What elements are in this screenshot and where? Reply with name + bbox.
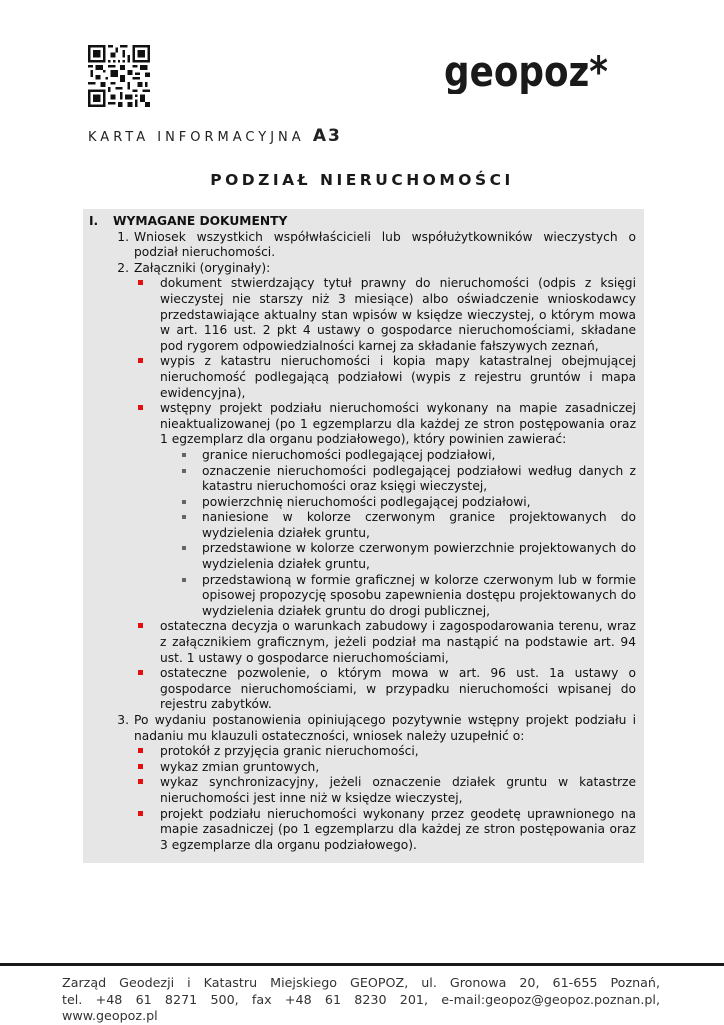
sub-bullet-item bbox=[180, 495, 636, 511]
bullet-body bbox=[160, 401, 636, 619]
bullet-body bbox=[160, 807, 636, 854]
red-square-bullet-icon bbox=[134, 775, 160, 806]
section-number: I. bbox=[89, 214, 99, 228]
bullet-text: wypis z katastru nieruchomości i kopia mapy katastralnej obejmującej nieruchomość podlegającą podziałowi (wypis z rejestru gruntów i mapa ewidencyjna), bbox=[160, 354, 636, 400]
bullet-text: ostateczne pozwolenie, o którym mowa w art. 96 ust. 1a ustawy o gospodarce nieruchomościami, w przypadku nieruchomości wpisanej do rejestru zabytków. bbox=[160, 666, 636, 712]
footer bbox=[62, 975, 660, 1025]
list-item-number: 1. bbox=[117, 229, 129, 244]
sub-bullet-text: przedstawioną w formie graficznej w kolorze czerwonym lub w formie opisowej propozycję sposobu zapewnienia dostępu projektowanych do wydzielenia działek gruntu do drogi publicznej, bbox=[202, 572, 636, 618]
bullet-body bbox=[160, 744, 636, 760]
bullet-body bbox=[160, 666, 636, 713]
sub-bullet-item bbox=[180, 448, 636, 464]
bullet-text: wykaz zmian gruntowych, bbox=[160, 759, 320, 774]
requirements-panel bbox=[83, 209, 644, 863]
card-label bbox=[88, 126, 342, 146]
geopoz-logo bbox=[444, 38, 644, 94]
footer-divider bbox=[0, 963, 724, 966]
red-bullet-item bbox=[134, 354, 636, 401]
sub-bullet-text: przedstawione w kolorze czerwonym powierzchnie projektowanych do wydzielenia działek gruntu, bbox=[202, 541, 636, 572]
footer-address: Zarząd Geodezji i Katastru Miejskiego GEOPOZ, ul. Gronowa 20, 61-655 Poznań, bbox=[62, 975, 660, 990]
bullet-body bbox=[160, 760, 636, 776]
red-square-bullet-icon bbox=[134, 401, 160, 619]
red-square-bullet-icon bbox=[134, 807, 160, 854]
document-list bbox=[89, 230, 636, 854]
list-item-body bbox=[134, 261, 636, 713]
red-square-bullet-icon bbox=[134, 744, 160, 760]
bullet-body bbox=[160, 354, 636, 401]
footer-contact: tel. +48 61 8271 500, fax +48 61 8230 201, e-mail:geopoz@geopoz.poznan.pl, www.geopoz.pl bbox=[62, 991, 660, 1023]
list-item-number: 3. bbox=[117, 713, 129, 727]
red-bullet-item bbox=[134, 775, 636, 806]
list-item-body bbox=[134, 713, 636, 853]
red-bullet-item bbox=[134, 619, 636, 666]
list-item bbox=[89, 230, 636, 261]
gray-square-bullet-icon bbox=[180, 510, 202, 541]
gray-square-bullet-icon bbox=[180, 464, 202, 495]
bullet-text: protokół z przyjęcia granic nieruchomości, bbox=[160, 744, 419, 759]
bullet-body bbox=[160, 619, 636, 666]
list-item bbox=[89, 261, 636, 713]
gray-square-bullet-icon bbox=[180, 573, 202, 620]
red-square-bullet-icon bbox=[134, 666, 160, 713]
qr-code-icon bbox=[88, 45, 150, 107]
gray-square-bullet-icon bbox=[180, 448, 202, 464]
list-item bbox=[89, 713, 636, 853]
red-bullet-item bbox=[134, 401, 636, 619]
page-title: PODZIAŁ NIERUCHOMOŚCI bbox=[210, 171, 514, 189]
bullet-text: projekt podziału nieruchomości wykonany przez geodetę uprawnionego na mapie zasadniczej (po 1 egzemplarzu dla każdej ze stron postępowania oraz 3 egzemplarze dla organu podziałowego). bbox=[160, 806, 636, 852]
section-title: WYMAGANE DOKUMENTY bbox=[113, 214, 288, 228]
gray-square-bullet-icon bbox=[180, 541, 202, 572]
sub-bullet-item bbox=[180, 573, 636, 620]
sub-bullet-text: granice nieruchomości podlegającej podziałowi, bbox=[202, 447, 496, 462]
list-item-text: Wniosek wszystkich współwłaścicieli lub współużytkowników wieczystych o podział nieruchomości. bbox=[134, 229, 636, 260]
bullet-text: wykaz synchronizacyjny, jeżeli oznaczenie działek gruntu w katastrze nieruchomości jest inne niż w księdze wieczystej, bbox=[160, 775, 636, 805]
section-heading bbox=[89, 214, 636, 230]
bullet-body bbox=[160, 276, 636, 354]
bullet-text: dokument stwierdzający tytuł prawny do nieruchomości (odpis z księgi wieczystej nie starszy niż 3 miesiące) albo oświadczenie wnioskodawcy przedstawiające aktualny stan wpisów w księdze wieczystej, o którym mowa w art. 116 ust. 2 pkt 4 ustawy o gospodarce nieruchomościami, składane pod rygorem odpowiedzialności karnej za składanie fałszywych zeznań, bbox=[160, 276, 636, 353]
card-code: A3 bbox=[312, 126, 342, 146]
red-bullet-item bbox=[134, 760, 636, 776]
red-bullet-item bbox=[134, 807, 636, 854]
sub-bullet-item bbox=[180, 510, 636, 541]
list-item-text: Załączniki (oryginały): bbox=[134, 260, 271, 275]
gray-square-bullet-icon bbox=[180, 495, 202, 511]
red-square-bullet-icon bbox=[134, 354, 160, 401]
svg-text:geopoz*: geopoz* bbox=[444, 47, 609, 94]
red-bullet-item bbox=[134, 666, 636, 713]
red-square-bullet-icon bbox=[134, 760, 160, 776]
list-item-body bbox=[134, 230, 636, 261]
list-item-number: 2. bbox=[117, 260, 129, 275]
sub-bullet-text: oznaczenie nieruchomości podlegającej podziałowi według danych z katastru nieruchomości oraz księgi wieczystej, bbox=[202, 463, 636, 494]
sub-bullet-text: powierzchnię nieruchomości podlegającej podziałowi, bbox=[202, 494, 531, 509]
bullet-body bbox=[160, 775, 636, 806]
sub-bullet-item bbox=[180, 464, 636, 495]
sub-bullet-item bbox=[180, 541, 636, 572]
red-square-bullet-icon bbox=[134, 276, 160, 354]
list-item-text: Po wydaniu postanowienia opiniującego pozytywnie wstępny projekt podziału i nadaniu mu klauzuli ostateczności, wniosek należy uzupełnić o: bbox=[134, 713, 636, 743]
bullet-text: ostateczna decyzja o warunkach zabudowy i zagospodarowania terenu, wraz z załącznikiem graficznym, jeżeli podział ma nastąpić na podstawie art. 94 ust. 1 ustawy o gospodarce nieruchomościami, bbox=[160, 619, 636, 665]
red-bullet-item bbox=[134, 276, 636, 354]
sub-bullet-text: naniesione w kolorze czerwonym granice projektowanych do wydzielenia działek gruntu, bbox=[202, 510, 636, 540]
card-label-text: KARTA INFORMACYJNA bbox=[88, 130, 305, 145]
red-square-bullet-icon bbox=[134, 619, 160, 666]
red-bullet-item bbox=[134, 744, 636, 760]
bullet-text: wstępny projekt podziału nieruchomości wykonany na mapie zasadniczej nieaktualizowanej (po 1 egzemplarzu dla każdej ze stron postępowania oraz 1 egzemplarz dla organu podziałowego), który powinien zawierać: bbox=[160, 401, 636, 447]
